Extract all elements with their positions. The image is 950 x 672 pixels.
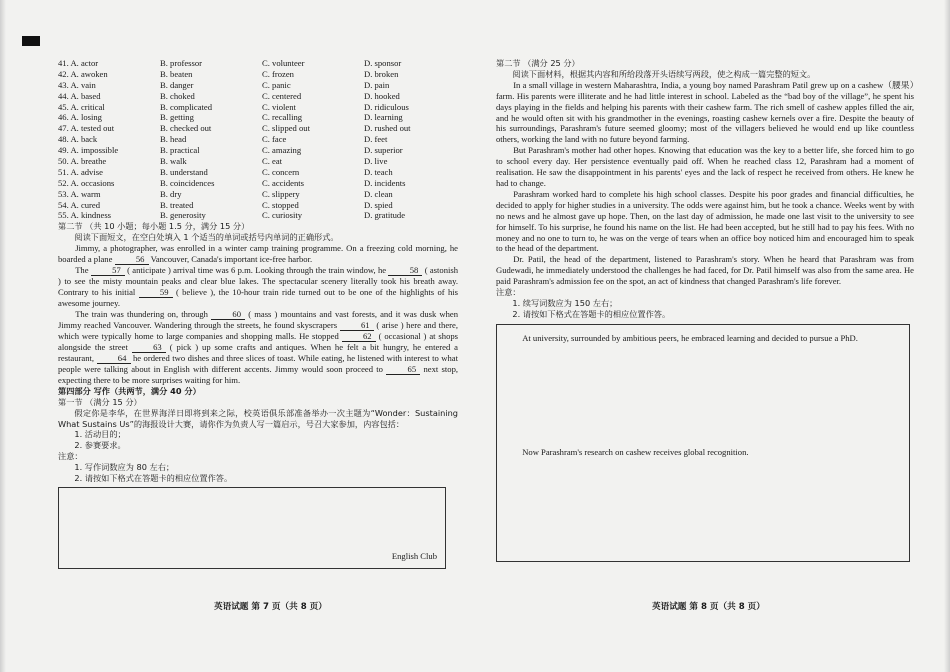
- option-d[interactable]: D. hooked: [364, 90, 400, 101]
- prompt-item-1: 1. 活动目的；: [74, 429, 126, 440]
- note-2: 2. 请按如下格式在答题卡的相应位置作答。: [74, 473, 233, 484]
- prompt-item-2: 2. 参赛要求。: [74, 440, 126, 451]
- section2-heading: 第二节 （共 10 小题；每小题 1.5 分，满分 15 分）: [58, 221, 250, 232]
- option-c[interactable]: C. stopped: [262, 199, 299, 210]
- option-c[interactable]: C. slippery: [262, 188, 300, 199]
- option-c[interactable]: C. concern: [262, 166, 300, 177]
- option-a[interactable]: [58, 134, 160, 145]
- passage-paragraph-3: The train was thundering on, through 60 ( mass ) mountains and vast forests, and it was dusk when Jimmy reached Vancouver. Wandering through the streets, he found skyscrapers 61 ( arise ) here and there, which were typically home to large companies and shopping malls. He stopped 62 ( occasional ) at shops alongside the street 63 ( pick ) up some crafts and antiques. When he felt a bit hungry, he entered a restaurant, 64 he ordered two dishes and three slices of toast. While eating, he listened with interest to what people were talking about in English with different accents. Jimmy would soon proceed to 65 next stop, expecting there to be more surprises waiting for him.: [58, 308, 459, 385]
- blank-58[interactable]: 58: [388, 266, 422, 276]
- option-c[interactable]: C. panic: [262, 79, 291, 90]
- option-b[interactable]: B. generosity: [160, 210, 206, 221]
- option-a-text: A. actor: [70, 58, 99, 68]
- page-edge-left: [0, 0, 6, 672]
- note-1: 1. 写作词数应为 80 左右；: [74, 462, 175, 473]
- passage-paragraph-2: The 57 ( anticipate ) arrival time was 6 p.m. Looking through the train window, he 58 ( astonish ) to see the misty mountain peaks and clear blue lakes. The spectacular scenery literally took his breath away. Contrary to his initial 59 ( believe ), the 10-hour train ride turned out to be one of the highlights of his awesome journey.: [58, 265, 459, 308]
- option-a[interactable]: [58, 112, 160, 123]
- question-number: 46.: [58, 112, 69, 123]
- question-row: [58, 112, 458, 123]
- option-a[interactable]: [58, 200, 160, 211]
- option-a-text: A. breathe: [70, 156, 107, 167]
- option-d[interactable]: D. learning: [364, 112, 403, 123]
- blank-63[interactable]: 63: [132, 343, 166, 353]
- option-a[interactable]: [58, 102, 160, 113]
- option-b[interactable]: B. understand: [160, 166, 208, 177]
- option-b[interactable]: B. walk: [160, 156, 187, 167]
- question-number: 43.: [58, 79, 69, 90]
- question-number: 44.: [58, 90, 69, 101]
- option-c[interactable]: C. centered: [262, 90, 302, 101]
- option-c[interactable]: C. volunteer: [262, 58, 305, 68]
- left-page: [58, 58, 458, 569]
- question-number: 52.: [58, 177, 69, 188]
- option-d[interactable]: D. live: [364, 156, 388, 167]
- writing-answer-box[interactable]: [58, 487, 446, 569]
- option-d[interactable]: D. teach: [364, 166, 393, 177]
- question-row: [58, 134, 458, 145]
- option-a[interactable]: [58, 123, 160, 134]
- option-b[interactable]: B. getting: [160, 112, 194, 123]
- option-b[interactable]: B. checked out: [160, 123, 212, 134]
- option-d[interactable]: D. rushed out: [364, 123, 411, 134]
- question-number: 45.: [58, 101, 69, 112]
- option-b[interactable]: B. dry: [160, 188, 182, 199]
- question-row: [58, 156, 458, 167]
- option-a[interactable]: [58, 178, 160, 189]
- part4-sec1-heading: 第一节 （满分 15 分）: [58, 396, 142, 407]
- question-row: [58, 58, 458, 69]
- option-a-text: A. awoken: [70, 68, 108, 79]
- options-table: [58, 58, 458, 221]
- question-row: [58, 167, 458, 178]
- writing-prompt: 假定你是李华，在世界海洋日即将到来之际，校英语俱乐部准备举办一次主题为“Wonder：Sustaining What Sustains Us”的海报设计大赛，请你作为负责人写一篇启示，号召大家参加，内容包括：: [58, 407, 458, 429]
- continuation-note-1: 1. 续写词数应为 150 左右；: [512, 297, 618, 308]
- option-a-text: A. advise: [70, 166, 103, 177]
- option-c[interactable]: C. amazing: [262, 145, 302, 156]
- blank-64[interactable]: 64: [97, 354, 131, 364]
- option-a[interactable]: [58, 58, 160, 69]
- blank-62[interactable]: 62: [342, 332, 376, 342]
- question-row: [58, 91, 458, 102]
- option-c[interactable]: C. curiosity: [262, 210, 303, 221]
- option-b[interactable]: B. coincidences: [160, 177, 215, 188]
- question-number: 49.: [58, 145, 69, 156]
- option-a-text: A. tested out: [70, 123, 115, 134]
- option-a-text: A. based: [70, 90, 101, 101]
- blank-61[interactable]: 61: [340, 321, 374, 331]
- note-label: 注意：: [58, 451, 83, 462]
- option-a[interactable]: [58, 189, 160, 200]
- option-d[interactable]: D. pain: [364, 79, 390, 90]
- option-a-text: A. warm: [70, 188, 101, 199]
- question-row: [58, 80, 458, 91]
- option-a-text: A. back: [70, 134, 98, 145]
- page-edge-right: [944, 0, 950, 672]
- option-a[interactable]: [58, 167, 160, 178]
- option-b[interactable]: B. professor: [160, 58, 203, 68]
- option-d[interactable]: D. incidents: [364, 177, 406, 188]
- continuation-note-label: 注意：: [496, 287, 521, 298]
- question-row: [58, 210, 458, 221]
- part4-heading: 第四部分 写作（共两节，满分 40 分）: [58, 385, 201, 396]
- signoff-text: English Club: [391, 551, 437, 562]
- option-a-text: A. cured: [70, 199, 101, 210]
- question-row: [58, 102, 458, 113]
- option-b[interactable]: B. danger: [160, 79, 194, 90]
- option-a-text: A. impossible: [70, 145, 119, 156]
- option-a[interactable]: [58, 145, 160, 156]
- option-c[interactable]: C. recalling: [262, 112, 303, 123]
- blank-65[interactable]: 65: [386, 365, 420, 375]
- option-a-text: A. occasions: [70, 177, 115, 188]
- right-page: [496, 58, 914, 562]
- question-number: 50.: [58, 156, 69, 167]
- story-paragraph-1: In a small village in western Maharashtra, India, a young boy named Parashram Patil grew up on a cashew（腰果）farm. His parents were illiterate and he had little interest in school. Labeled as the “bad boy of the village”, he spent his days playing in the fields and helping his parents with their cashew farm. The rich smell of cashew apples filled the air, and he would often sit with his grandmother in the evenings, roasting cashew kernels over a fire. Despite the beauty of his surroundings, Parashram's future seemed gloomy; most of the villagers believed he would end up like countless others, working the land with no future beyond farming.: [496, 79, 914, 145]
- option-a[interactable]: [58, 210, 160, 221]
- question-number: 41.: [58, 58, 69, 68]
- blank-60[interactable]: 60: [211, 310, 245, 320]
- option-d[interactable]: D. sponsor: [364, 58, 402, 68]
- question-row: [58, 189, 458, 200]
- story-paragraph-2: But Parashram's mother had other hopes. Knowing that education was the key to a better life, she forced him to go to school every day. Her persistence eventually paid off. When he reached class 12, Parashram had a moment of realisation. He saw the disappointment in his parents' eyes and the lack of respect he received from others. He knew he had to change.: [496, 145, 914, 188]
- option-a-text: A. vain: [70, 79, 96, 90]
- option-d[interactable]: D. feet: [364, 134, 388, 145]
- continuation-heading: 第二节 （满分 25 分）: [496, 58, 580, 68]
- passage-paragraph-1: Jimmy, a photographer, was enrolled in a winter camp training programme. On a freezing cold morning, he boarded a plane 56 Vancouver, Canada's important ice-free harbor.: [58, 243, 458, 265]
- paragraph-starter-1: At university, surrounded by ambitious peers, he embraced learning and decided to pursue a PhD.: [522, 332, 858, 343]
- option-b[interactable]: B. head: [160, 134, 187, 145]
- story-paragraph-3: Parashram worked hard to complete his high school classes. Despite his poor grades and financial difficulties, he decided to apply for higher studies in a university. The odds were against him, but he took a chance. Weeks went by with no news and he almost gave up hope. Then, on the last day of admission, he made one last visit to the university to see for himself. To his surprise, he found his name on the list. He had been accepted, but he still had to pay his fees. With no money and no one to turn to, he was on the verge of tears when an office boy noticed him and encouraged him to speak to the head of the department.: [496, 188, 914, 254]
- continuation-note-2: 2. 请按如下格式在答题卡的相应位置作答。: [512, 308, 671, 319]
- registration-mark: [22, 36, 40, 46]
- question-number: 51.: [58, 166, 69, 177]
- question-number: 54.: [58, 199, 69, 210]
- page-footer-left: 英语试题 第 7 页（共 8 页）: [214, 602, 327, 612]
- option-a-text: A. kindness: [70, 210, 112, 221]
- question-row: [58, 200, 458, 211]
- option-c[interactable]: C. frozen: [262, 68, 294, 79]
- question-number: 48.: [58, 134, 69, 145]
- option-a[interactable]: [58, 69, 160, 80]
- question-number: 47.: [58, 123, 69, 134]
- option-d[interactable]: D. gratitude: [364, 210, 406, 221]
- option-a[interactable]: [58, 80, 160, 91]
- option-b[interactable]: B. practical: [160, 145, 200, 156]
- option-c[interactable]: C. eat: [262, 156, 283, 167]
- option-a-text: A. losing: [70, 112, 102, 123]
- question-number: 42.: [58, 68, 69, 79]
- option-a[interactable]: [58, 156, 160, 167]
- blank-59[interactable]: 59: [139, 288, 173, 298]
- paragraph-starter-2: Now Parashram's research on cashew receives global recognition.: [522, 446, 749, 457]
- option-c[interactable]: C. violent: [262, 101, 296, 112]
- question-number: 53.: [58, 188, 69, 199]
- question-row: [58, 69, 458, 80]
- option-d[interactable]: D. ridiculous: [364, 101, 409, 112]
- option-a[interactable]: [58, 91, 160, 102]
- story-paragraph-4: Dr. Patil, the head of the department, listened to Parashram's story. When he heard that Parashram was from Gudewadi, he immediately understood the challenges he had faced, for Dr. Patil himself was also from the same area. He paid Parashram's admission fee on the spot, an act of kindness that changed Parashram's life forever.: [496, 254, 914, 287]
- continuation-answer-box[interactable]: [496, 324, 910, 562]
- option-d[interactable]: D. spied: [364, 199, 393, 210]
- question-row: [58, 123, 458, 134]
- question-row: [58, 145, 458, 156]
- option-d[interactable]: D. superior: [364, 145, 403, 156]
- option-b[interactable]: B. beaten: [160, 68, 193, 79]
- blank-57[interactable]: 57: [91, 266, 125, 276]
- option-b[interactable]: B. treated: [160, 199, 194, 210]
- option-c[interactable]: C. accidents: [262, 177, 304, 188]
- question-number: 55.: [58, 210, 69, 221]
- page-footer-right: 英语试题 第 8 页（共 8 页）: [652, 602, 765, 612]
- option-c[interactable]: C. face: [262, 134, 287, 145]
- option-c[interactable]: C. slipped out: [262, 123, 310, 134]
- section2-instruction: 阅读下面短文，在空白处填入 1 个适当的单词或括号内单词的正确形式。: [74, 232, 339, 243]
- option-d[interactable]: D. broken: [364, 68, 399, 79]
- option-b[interactable]: B. choked: [160, 90, 195, 101]
- continuation-instruction: 阅读下面材料，根据其内容和所给段落开头语续写两段，使之构成一篇完整的短文。: [512, 68, 816, 79]
- option-b[interactable]: B. complicated: [160, 101, 213, 112]
- option-d[interactable]: D. clean: [364, 188, 393, 199]
- blank-56[interactable]: 56: [115, 255, 149, 265]
- question-row: [58, 178, 458, 189]
- option-a-text: A. critical: [70, 101, 105, 112]
